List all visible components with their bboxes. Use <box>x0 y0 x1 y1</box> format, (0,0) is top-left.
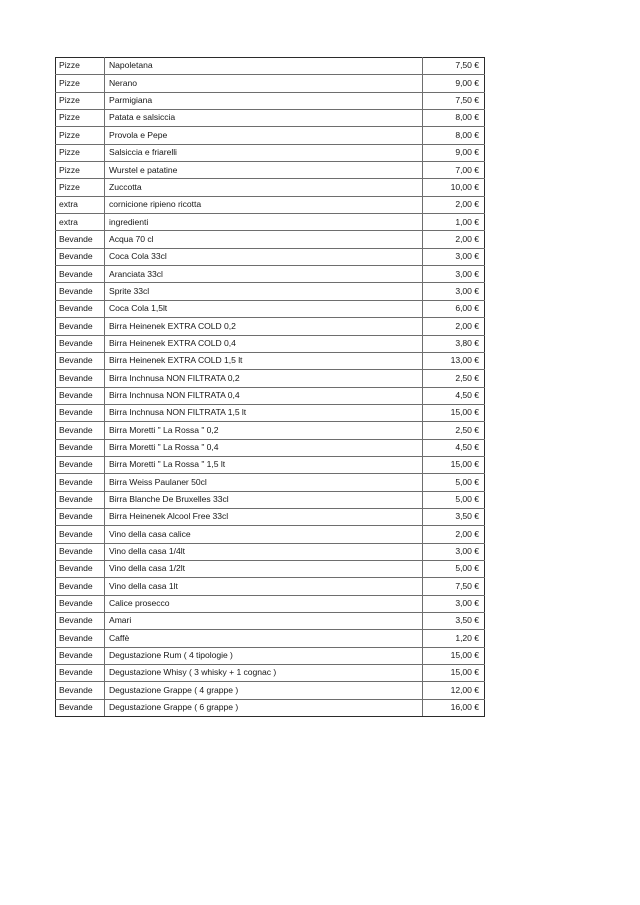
table-row <box>56 179 485 196</box>
table-row <box>56 110 485 127</box>
cell-price: 5,00 € <box>423 491 485 508</box>
cell-item-name: Birra Heinenek EXTRA COLD 0,4 <box>105 335 423 352</box>
cell-category: Bevande <box>56 665 105 682</box>
cell-item-name: Acqua 70 cl <box>105 231 423 248</box>
table-row <box>56 422 485 439</box>
cell-item-name: Coca Cola 33cl <box>105 248 423 265</box>
cell-item-name: Sprite 33cl <box>105 283 423 300</box>
table-row <box>56 560 485 577</box>
cell-category: Bevande <box>56 647 105 664</box>
cell-category: Bevande <box>56 422 105 439</box>
cell-price: 5,00 € <box>423 474 485 491</box>
cell-price: 15,00 € <box>423 665 485 682</box>
cell-item-name: Wurstel e patatine <box>105 162 423 179</box>
table-row <box>56 387 485 404</box>
table-row <box>56 231 485 248</box>
cell-item-name: Coca Cola 1,5lt <box>105 300 423 317</box>
cell-item-name: Degustazione Rum ( 4 tipologie ) <box>105 647 423 664</box>
cell-category: Bevande <box>56 439 105 456</box>
cell-category: Bevande <box>56 456 105 473</box>
table-row <box>56 508 485 525</box>
cell-category: Bevande <box>56 283 105 300</box>
cell-price: 7,50 € <box>423 92 485 109</box>
table-row <box>56 578 485 595</box>
cell-item-name: Napoletana <box>105 58 423 75</box>
cell-price: 12,00 € <box>423 682 485 699</box>
table-row <box>56 647 485 664</box>
price-list-table-body <box>56 58 485 717</box>
cell-item-name: Vino della casa 1/4lt <box>105 543 423 560</box>
cell-category: Pizze <box>56 127 105 144</box>
cell-category: Bevande <box>56 404 105 421</box>
cell-item-name: Vino della casa calice <box>105 526 423 543</box>
cell-category: Bevande <box>56 560 105 577</box>
table-row <box>56 144 485 161</box>
cell-item-name: Aranciata 33cl <box>105 266 423 283</box>
cell-item-name: Nerano <box>105 75 423 92</box>
table-row <box>56 682 485 699</box>
table-row <box>56 491 485 508</box>
cell-item-name: Birra Heinenek EXTRA COLD 1,5 lt <box>105 352 423 369</box>
cell-price: 9,00 € <box>423 75 485 92</box>
cell-category: Bevande <box>56 508 105 525</box>
cell-price: 3,50 € <box>423 613 485 630</box>
table-row <box>56 300 485 317</box>
cell-price: 8,00 € <box>423 110 485 127</box>
cell-price: 8,00 € <box>423 127 485 144</box>
table-row <box>56 595 485 612</box>
table-row <box>56 699 485 716</box>
cell-category: Pizze <box>56 58 105 75</box>
cell-price: 1,00 € <box>423 214 485 231</box>
cell-item-name: Degustazione Grappe ( 6 grappe ) <box>105 699 423 716</box>
cell-category: Bevande <box>56 699 105 716</box>
cell-category: Pizze <box>56 75 105 92</box>
cell-item-name: Zuccotta <box>105 179 423 196</box>
table-row <box>56 335 485 352</box>
cell-category: Bevande <box>56 352 105 369</box>
cell-item-name: Birra Inchnusa NON FILTRATA 0,4 <box>105 387 423 404</box>
cell-item-name: Caffè <box>105 630 423 647</box>
cell-item-name: Salsiccia e friarelli <box>105 144 423 161</box>
cell-category: extra <box>56 214 105 231</box>
cell-price: 2,50 € <box>423 422 485 439</box>
cell-price: 15,00 € <box>423 456 485 473</box>
cell-price: 2,00 € <box>423 526 485 543</box>
cell-category: Pizze <box>56 162 105 179</box>
cell-category: Bevande <box>56 474 105 491</box>
table-row <box>56 266 485 283</box>
table-row <box>56 526 485 543</box>
table-row <box>56 214 485 231</box>
cell-category: Bevande <box>56 595 105 612</box>
cell-item-name: ingredienti <box>105 214 423 231</box>
cell-category: Bevande <box>56 578 105 595</box>
table-row <box>56 318 485 335</box>
cell-item-name: Birra Blanche De Bruxelles 33cl <box>105 491 423 508</box>
cell-item-name: Birra Inchnusa NON FILTRATA 0,2 <box>105 370 423 387</box>
table-row <box>56 352 485 369</box>
cell-item-name: Provola e Pepe <box>105 127 423 144</box>
cell-category: Bevande <box>56 248 105 265</box>
cell-price: 3,80 € <box>423 335 485 352</box>
cell-price: 13,00 € <box>423 352 485 369</box>
cell-item-name: Birra Weiss Paulaner 50cl <box>105 474 423 491</box>
cell-category: Bevande <box>56 370 105 387</box>
table-row <box>56 665 485 682</box>
cell-item-name: Birra Moretti " La Rossa " 0,2 <box>105 422 423 439</box>
cell-item-name: Vino della casa 1/2lt <box>105 560 423 577</box>
table-row <box>56 162 485 179</box>
cell-price: 3,50 € <box>423 508 485 525</box>
cell-price: 16,00 € <box>423 699 485 716</box>
table-row <box>56 92 485 109</box>
cell-category: Bevande <box>56 630 105 647</box>
cell-category: Pizze <box>56 179 105 196</box>
cell-price: 1,20 € <box>423 630 485 647</box>
cell-category: Bevande <box>56 335 105 352</box>
cell-category: Pizze <box>56 110 105 127</box>
table-row <box>56 370 485 387</box>
cell-item-name: Vino della casa 1lt <box>105 578 423 595</box>
cell-price: 5,00 € <box>423 560 485 577</box>
cell-category: Bevande <box>56 266 105 283</box>
cell-item-name: Birra Heinenek Alcool Free 33cl <box>105 508 423 525</box>
cell-price: 15,00 € <box>423 647 485 664</box>
cell-price: 2,50 € <box>423 370 485 387</box>
cell-item-name: Patata e salsiccia <box>105 110 423 127</box>
cell-category: Bevande <box>56 387 105 404</box>
table-row <box>56 196 485 213</box>
cell-price: 3,00 € <box>423 266 485 283</box>
cell-category: Bevande <box>56 526 105 543</box>
cell-item-name: Birra Moretti " La Rossa " 1,5 lt <box>105 456 423 473</box>
cell-category: Bevande <box>56 231 105 248</box>
cell-price: 9,00 € <box>423 144 485 161</box>
cell-item-name: Degustazione Whisy ( 3 whisky + 1 cognac ) <box>105 665 423 682</box>
cell-item-name: Degustazione Grappe ( 4 grappe ) <box>105 682 423 699</box>
cell-price: 15,00 € <box>423 404 485 421</box>
cell-item-name: cornicione ripieno ricotta <box>105 196 423 213</box>
table-row <box>56 404 485 421</box>
table-row <box>56 543 485 560</box>
table-row <box>56 439 485 456</box>
cell-price: 4,50 € <box>423 439 485 456</box>
cell-price: 3,00 € <box>423 248 485 265</box>
cell-price: 10,00 € <box>423 179 485 196</box>
cell-price: 7,50 € <box>423 58 485 75</box>
table-row <box>56 613 485 630</box>
cell-price: 7,00 € <box>423 162 485 179</box>
cell-item-name: Birra Inchnusa NON FILTRATA 1,5 lt <box>105 404 423 421</box>
table-row <box>56 127 485 144</box>
cell-price: 3,00 € <box>423 595 485 612</box>
cell-price: 3,00 € <box>423 543 485 560</box>
cell-category: Bevande <box>56 300 105 317</box>
table-row <box>56 75 485 92</box>
price-list-table-container <box>55 57 484 717</box>
price-list-table <box>55 57 485 717</box>
table-row <box>56 630 485 647</box>
cell-category: Bevande <box>56 318 105 335</box>
cell-price: 2,00 € <box>423 318 485 335</box>
cell-category: Bevande <box>56 682 105 699</box>
cell-item-name: Birra Moretti " La Rossa " 0,4 <box>105 439 423 456</box>
cell-price: 7,50 € <box>423 578 485 595</box>
cell-category: Pizze <box>56 144 105 161</box>
cell-category: Bevande <box>56 613 105 630</box>
cell-category: Bevande <box>56 491 105 508</box>
cell-category: extra <box>56 196 105 213</box>
cell-category: Bevande <box>56 543 105 560</box>
cell-item-name: Amari <box>105 613 423 630</box>
table-row <box>56 58 485 75</box>
cell-price: 4,50 € <box>423 387 485 404</box>
cell-price: 3,00 € <box>423 283 485 300</box>
cell-item-name: Calice prosecco <box>105 595 423 612</box>
cell-item-name: Parmigiana <box>105 92 423 109</box>
table-row <box>56 456 485 473</box>
cell-category: Pizze <box>56 92 105 109</box>
cell-price: 6,00 € <box>423 300 485 317</box>
table-row <box>56 474 485 491</box>
cell-price: 2,00 € <box>423 196 485 213</box>
table-row <box>56 283 485 300</box>
table-row <box>56 248 485 265</box>
cell-item-name: Birra Heinenek EXTRA COLD 0,2 <box>105 318 423 335</box>
cell-price: 2,00 € <box>423 231 485 248</box>
